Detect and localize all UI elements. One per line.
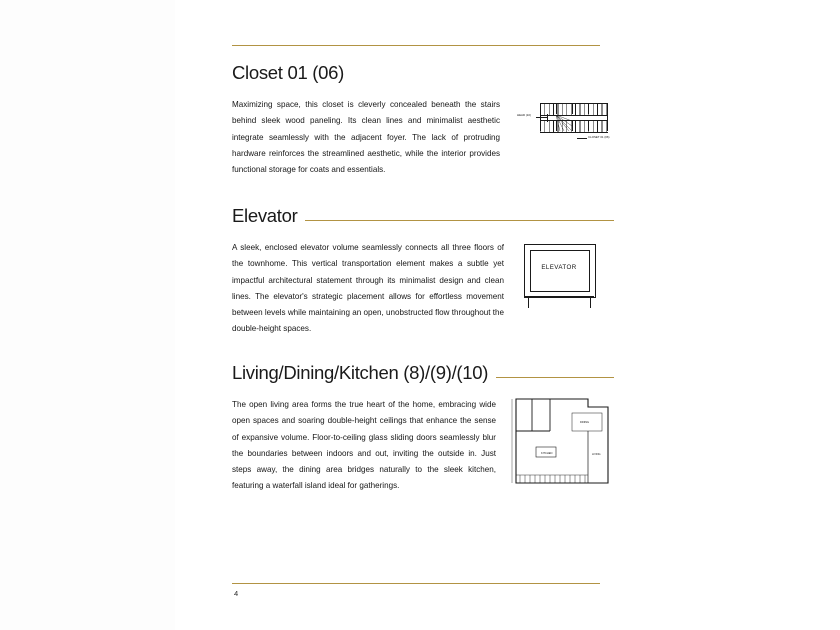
page-number: 4 xyxy=(234,589,239,598)
section-closet-title: Closet 01 (06) xyxy=(232,62,344,83)
section-elevator-body-row xyxy=(232,240,614,338)
svg-text:KITCHEN: KITCHEN xyxy=(541,452,553,455)
section-ldk-title-row xyxy=(232,362,614,384)
header-rule xyxy=(232,45,600,46)
stair-fan-lines xyxy=(555,114,573,132)
section-closet-body-row xyxy=(232,97,614,178)
closet-label-closet: CLOSET 01 (06) xyxy=(588,135,610,139)
section-ldk-title: Living/Dining/Kitchen (8)/(9)/(10) xyxy=(232,362,489,383)
closet-plan-drawing xyxy=(514,97,610,153)
svg-text:DINING: DINING xyxy=(580,421,590,424)
section-ldk-title-rule xyxy=(496,377,614,378)
section-elevator-title-row xyxy=(232,205,614,227)
section-elevator xyxy=(232,205,614,338)
section-living-dining-kitchen xyxy=(232,362,614,495)
section-ldk-paragraph: The open living area forms the true heart of the home, embracing wide open spaces and soaring double-height ceilings that enhance the sense of expansive volume. Floor-to-ceiling glass sliding doors seamlessly blur the boundaries between indoors and out, inviting the outside in. Just steps away, the dining area bridges naturally to the sleek kitchen, featuring a waterfall island ideal for gatherings. xyxy=(232,400,496,491)
section-elevator-title-rule xyxy=(305,220,614,221)
section-closet-title-row xyxy=(232,62,614,84)
page-left-margin xyxy=(0,0,175,630)
section-elevator-title: Elevator xyxy=(232,205,298,226)
section-closet xyxy=(232,62,614,178)
closet-label-head: HEAD (10) xyxy=(517,113,531,117)
section-ldk-body-row xyxy=(232,397,614,495)
svg-text:LIVING: LIVING xyxy=(592,453,601,456)
floor-plan-svg xyxy=(510,397,614,489)
elevator-elevation-drawing xyxy=(518,240,600,312)
section-elevator-paragraph: A sleek, enclosed elevator volume seamlessly connects all three floors of the townhome. This vertical transportation element makes a subtle yet impactful architectural statement through its minimalist design and clean lines. The elevator's strategic placement allows for effortless movement between levels while maintaining an open, unobstructed flow throughout the double-height spaces. xyxy=(232,243,504,334)
footer-rule xyxy=(232,583,600,584)
ldk-plan-drawing xyxy=(510,397,614,489)
section-closet-paragraph: Maximizing space, this closet is cleverly concealed beneath the stairs behind sleek wood paneling. Its clean lines and minimalist aesthetic integrate seamlessly with the adjacent foyer. The lack of protruding hardware reinforces the streamlined aesthetic, while the interior provides functional storage for coats and essentials. xyxy=(232,100,500,175)
elevator-caption: ELEVATOR xyxy=(541,264,577,271)
